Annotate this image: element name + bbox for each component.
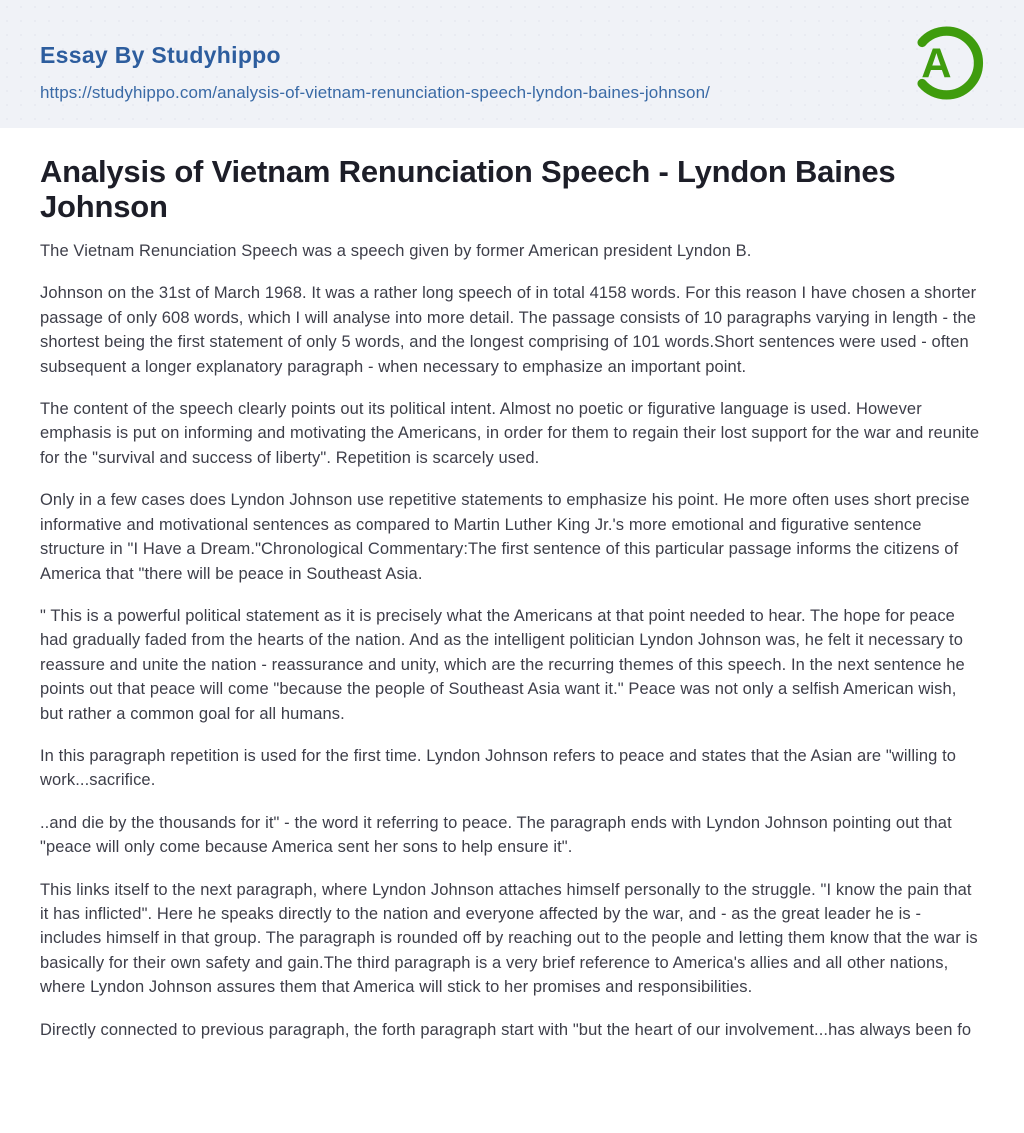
page-header [0, 0, 1024, 128]
article-paragraph: This links itself to the next paragraph, where Lyndon Johnson attaches himself personally to the struggle. "I know the pain that it has inflicted". Here he speaks directly to the nation and everyone affected by the war, and - as the great leader he is - includes himself in that group. The paragraph is rounded off by reaching out to the people and letting them know that the war is basically for their own safety and gain.The third paragraph is a very brief reference to America's allies and all other nations, where Lyndon Johnson assures them that America will stick to her promises and responsibilities. [40, 880, 978, 997]
site-name: Essay By Studyhippo [40, 42, 281, 68]
page-title: Analysis of Vietnam Renunciation Speech - Lyndon Baines Johnson [40, 154, 896, 225]
source-url-link[interactable]: https://studyhippo.com/analysis-of-vietnam-renunciation-speech-lyndon-baines-johnson/ [40, 83, 710, 102]
article-paragraph: Johnson on the 31st of March 1968. It was a rather long speech of in total 4158 words. For this reason I have chosen a shorter passage of only 608 words, which I will analyse into more detail. The passage consists of 10 paragraphs varying in length - the shortest being the first statement of only 5 words, and the longest comprising of 101 words.Short sentences were used - often subsequent a longer explanatory paragraph - when necessary to emphasize an important point. [40, 284, 977, 376]
studyhippo-logo-icon [902, 16, 986, 110]
logo-letter: A [921, 39, 952, 87]
article-paragraph: Directly connected to previous paragraph, the forth paragraph start with "but the heart of our involvement...has always been fo [40, 1020, 972, 1039]
article-paragraph: " This is a powerful political statement as it is precisely what the Americans at that point needed to hear. The hope for peace had gradually faded from the hearts of the nation. And as the intelligent politician Lyndon Johnson was, he felt it necessary to reassure and unite the nation - reassurance and unity, which are the recurring themes of this speech. In the next sentence he points out that peace will come "because the people of Southeast Asia want it." Peace was not only a selfish American wish, but rather a common goal for all humans. [40, 606, 965, 723]
article-paragraph: Only in a few cases does Lyndon Johnson use repetitive statements to emphasize his point. He more often uses short precise informative and motivational sentences as compared to Martin Luther King Jr.'s more emotional and figurative sentence structure in "I Have a Dream."Chronological Commentary:The first sentence of this particular passage informs the citizens of America that "there will be peace in Southeast Asia. [40, 491, 970, 583]
article-paragraph: In this paragraph repetition is used for the first time. Lyndon Johnson refers to peace and states that the Asian are "willing to work...sacrifice. [40, 746, 957, 790]
article-main [0, 154, 1024, 1042]
article-paragraph: The content of the speech clearly points out its political intent. Almost no poetic or figurative language is used. However emphasis is put on informing and motivating the Americans, in order for them to regain their lost support for the war and reunite for the "survival and success of liberty". Repetition is scarcely used. [40, 400, 980, 467]
article-paragraph: ..and die by the thousands for it" - the word it referring to peace. The paragraph ends with Lyndon Johnson pointing out that "peace will only come because America sent her sons to help ensure it". [40, 813, 952, 857]
article-paragraph: The Vietnam Renunciation Speech was a speech given by former American president Lyndon B. [40, 242, 752, 261]
article-body [40, 239, 984, 1042]
